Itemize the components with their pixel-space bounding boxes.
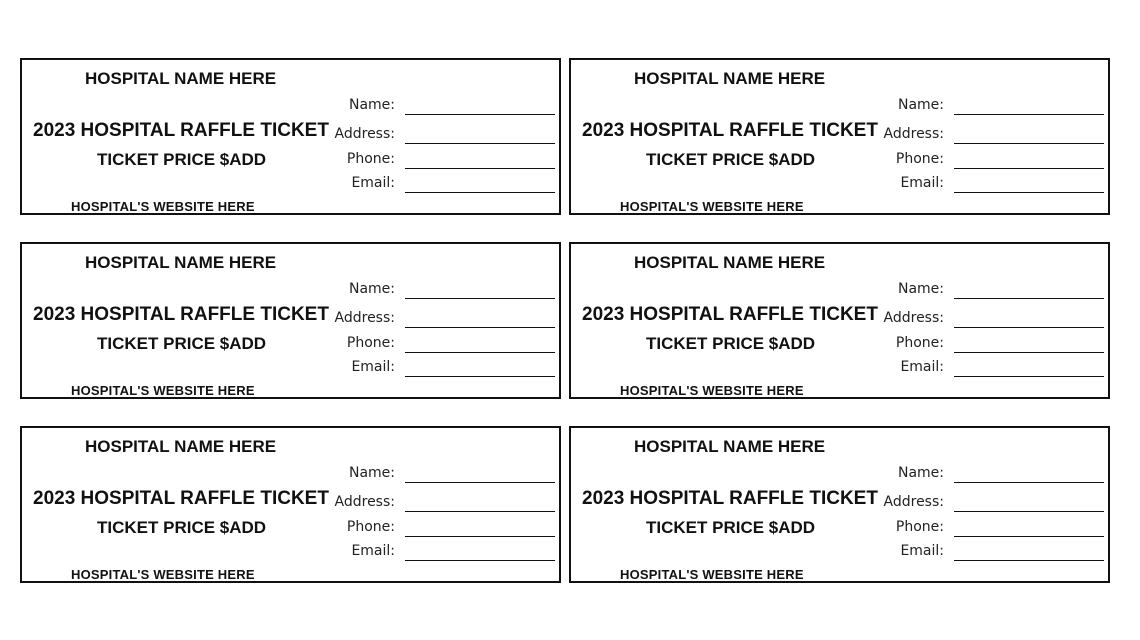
address-label: Address: xyxy=(883,310,944,326)
hospital-website: HOSPITAL'S WEBSITE HERE xyxy=(620,567,804,582)
name-label: Name: xyxy=(348,281,395,297)
name-field[interactable] xyxy=(871,465,1104,485)
name-field[interactable] xyxy=(322,281,555,301)
name-field[interactable] xyxy=(871,281,1104,301)
address-line xyxy=(954,327,1104,328)
email-label: Email: xyxy=(351,175,395,191)
address-line xyxy=(405,511,555,512)
ticket-price: TICKET PRICE $ADD xyxy=(97,150,267,169)
email-line xyxy=(954,192,1104,193)
hospital-name: HOSPITAL NAME HERE xyxy=(634,69,826,88)
hospital-website: HOSPITAL'S WEBSITE HERE xyxy=(620,199,804,214)
email-field[interactable] xyxy=(322,543,555,563)
email-label: Email: xyxy=(351,359,395,375)
raffle-ticket xyxy=(20,426,561,583)
address-label: Address: xyxy=(883,126,944,142)
name-line xyxy=(954,298,1104,299)
phone-field[interactable] xyxy=(871,335,1104,355)
address-line xyxy=(405,143,555,144)
name-line xyxy=(405,298,555,299)
name-field[interactable] xyxy=(871,97,1104,117)
ticket-title: 2023 HOSPITAL RAFFLE TICKET xyxy=(33,120,329,141)
email-field[interactable] xyxy=(871,543,1104,563)
email-field[interactable] xyxy=(871,359,1104,379)
hospital-name: HOSPITAL NAME HERE xyxy=(85,69,277,88)
address-line xyxy=(954,511,1104,512)
email-line xyxy=(954,376,1104,377)
ticket-title: 2023 HOSPITAL RAFFLE TICKET xyxy=(33,488,329,509)
ticket-title: 2023 HOSPITAL RAFFLE TICKET xyxy=(33,304,329,325)
phone-label: Phone: xyxy=(346,335,395,351)
name-label: Name: xyxy=(348,97,395,113)
name-field[interactable] xyxy=(322,465,555,485)
email-label: Email: xyxy=(351,543,395,559)
raffle-ticket xyxy=(20,58,561,215)
phone-label: Phone: xyxy=(895,335,944,351)
phone-line xyxy=(405,536,555,537)
phone-field[interactable] xyxy=(322,151,555,171)
phone-line xyxy=(954,168,1104,169)
raffle-ticket xyxy=(20,242,561,399)
email-field[interactable] xyxy=(322,175,555,195)
name-label: Name: xyxy=(897,465,944,481)
name-field[interactable] xyxy=(322,97,555,117)
name-line xyxy=(954,482,1104,483)
hospital-website: HOSPITAL'S WEBSITE HERE xyxy=(71,383,255,398)
email-line xyxy=(954,560,1104,561)
phone-label: Phone: xyxy=(895,151,944,167)
hospital-website: HOSPITAL'S WEBSITE HERE xyxy=(71,567,255,582)
phone-line xyxy=(405,352,555,353)
ticket-title: 2023 HOSPITAL RAFFLE TICKET xyxy=(582,488,878,509)
address-label: Address: xyxy=(334,126,395,142)
phone-field[interactable] xyxy=(871,151,1104,171)
name-label: Name: xyxy=(897,281,944,297)
phone-label: Phone: xyxy=(895,519,944,535)
hospital-name: HOSPITAL NAME HERE xyxy=(85,253,277,272)
phone-field[interactable] xyxy=(322,335,555,355)
email-field[interactable] xyxy=(871,175,1104,195)
address-field[interactable] xyxy=(322,494,555,514)
raffle-ticket xyxy=(569,426,1110,583)
email-label: Email: xyxy=(900,175,944,191)
phone-field[interactable] xyxy=(871,519,1104,539)
address-label: Address: xyxy=(334,310,395,326)
ticket-price: TICKET PRICE $ADD xyxy=(97,334,267,353)
ticket-price: TICKET PRICE $ADD xyxy=(646,150,816,169)
phone-line xyxy=(405,168,555,169)
address-field[interactable] xyxy=(871,126,1104,146)
email-label: Email: xyxy=(900,359,944,375)
email-line xyxy=(405,376,555,377)
phone-line xyxy=(954,352,1104,353)
hospital-name: HOSPITAL NAME HERE xyxy=(634,253,826,272)
ticket-price: TICKET PRICE $ADD xyxy=(97,518,267,537)
address-line xyxy=(405,327,555,328)
address-field[interactable] xyxy=(871,310,1104,330)
name-label: Name: xyxy=(897,97,944,113)
raffle-ticket xyxy=(569,242,1110,399)
phone-field[interactable] xyxy=(322,519,555,539)
ticket-title: 2023 HOSPITAL RAFFLE TICKET xyxy=(582,120,878,141)
hospital-website: HOSPITAL'S WEBSITE HERE xyxy=(620,383,804,398)
hospital-name: HOSPITAL NAME HERE xyxy=(634,437,826,456)
hospital-website: HOSPITAL'S WEBSITE HERE xyxy=(71,199,255,214)
ticket-price: TICKET PRICE $ADD xyxy=(646,518,816,537)
ticket-price: TICKET PRICE $ADD xyxy=(646,334,816,353)
raffle-ticket xyxy=(569,58,1110,215)
address-label: Address: xyxy=(334,494,395,510)
email-field[interactable] xyxy=(322,359,555,379)
address-line xyxy=(954,143,1104,144)
address-field[interactable] xyxy=(322,126,555,146)
name-line xyxy=(405,482,555,483)
phone-label: Phone: xyxy=(346,519,395,535)
phone-label: Phone: xyxy=(346,151,395,167)
address-field[interactable] xyxy=(871,494,1104,514)
email-line xyxy=(405,192,555,193)
email-line xyxy=(405,560,555,561)
email-label: Email: xyxy=(900,543,944,559)
name-line xyxy=(954,114,1104,115)
name-label: Name: xyxy=(348,465,395,481)
ticket-title: 2023 HOSPITAL RAFFLE TICKET xyxy=(582,304,878,325)
hospital-name: HOSPITAL NAME HERE xyxy=(85,437,277,456)
address-field[interactable] xyxy=(322,310,555,330)
name-line xyxy=(405,114,555,115)
phone-line xyxy=(954,536,1104,537)
address-label: Address: xyxy=(883,494,944,510)
